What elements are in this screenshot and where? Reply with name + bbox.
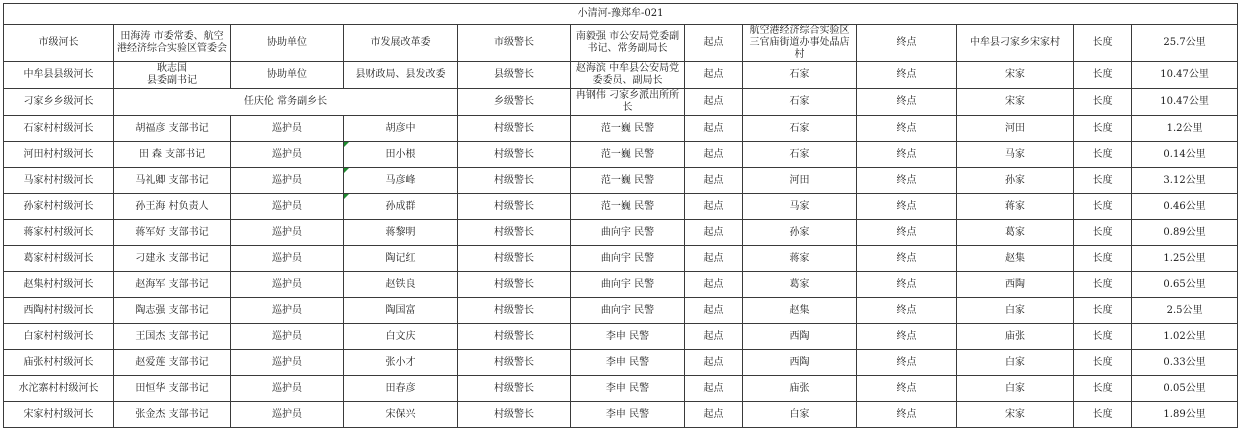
cell-end: 宋家 [957,89,1074,116]
cell-assist-label: 巡护员 [231,246,344,272]
cell-end: 白家 [957,350,1074,376]
cell-chief: 田恒华 支部书记 [114,376,231,402]
table-row [4,324,1238,350]
cell-end-label: 终点 [857,142,957,168]
cell-end: 白家 [957,376,1074,402]
cell-start: 孙家 [743,220,857,246]
cell-police-name: 曲向宇 民警 [571,220,685,246]
cell-end: 中牟县刁家乡宋家村 [957,25,1074,62]
cell-start-label: 起点 [685,89,743,116]
cell-length: 1.89公里 [1132,402,1238,428]
cell-police-name: 曲向宇 民警 [571,298,685,324]
cell-length: 10.47公里 [1132,89,1238,116]
cell-length: 0.05公里 [1132,376,1238,402]
cell-start: 赵集 [743,298,857,324]
cell-start-label: 起点 [685,376,743,402]
cell-length-label: 长度 [1074,298,1132,324]
cell-police-name: 范一巍 民警 [571,168,685,194]
cell-start: 西陶 [743,350,857,376]
river-chief-table [3,3,1238,428]
cell-patroller: 田春彦 [344,376,458,402]
cell-start: 庙张 [743,376,857,402]
cell-length-label: 长度 [1074,402,1132,428]
cell-assist-label: 巡护员 [231,324,344,350]
table-row [4,142,1238,168]
cell-assist-label: 协助单位 [231,25,344,62]
table-row [4,116,1238,142]
cell-level: 孙家村村级河长 [4,194,114,220]
cell-chief: 赵爱莲 支部书记 [114,350,231,376]
cell-patroller: 张小才 [344,350,458,376]
cell-end-label: 终点 [857,272,957,298]
cell-end: 庙张 [957,324,1074,350]
cell-end-label: 终点 [857,62,957,89]
cell-patroller: 孙成群 [344,194,458,220]
table-row [4,89,1238,116]
cell-level: 蒋家村村级河长 [4,220,114,246]
cell-length: 3.12公里 [1132,168,1238,194]
cell-start: 石家 [743,142,857,168]
cell-chief: 刁建永 支部书记 [114,246,231,272]
cell-end: 西陶 [957,272,1074,298]
table-row [4,376,1238,402]
cell-end-label: 终点 [857,89,957,116]
cell-start: 西陶 [743,324,857,350]
cell-end: 宋家 [957,402,1074,428]
cell-police-name: 曲向宇 民警 [571,246,685,272]
cell-police-level: 村级警长 [458,220,571,246]
cell-level: 葛家村村级河长 [4,246,114,272]
cell-end-label: 终点 [857,25,957,62]
cell-assist-label: 巡护员 [231,194,344,220]
cell-chief: 蒋军好 支部书记 [114,220,231,246]
cell-length-label: 长度 [1074,272,1132,298]
cell-police-level: 村级警长 [458,298,571,324]
cell-start-label: 起点 [685,324,743,350]
cell-length: 0.65公里 [1132,272,1238,298]
cell-chief: 马礼卿 支部书记 [114,168,231,194]
cell-police-level: 村级警长 [458,376,571,402]
cell-police-name: 赵海滨 中牟县公安局党委委员、副局长 [571,62,685,89]
cell-start: 蒋家 [743,246,857,272]
cell-level: 河田村村级河长 [4,142,114,168]
cell-assist-label: 巡护员 [231,142,344,168]
cell-chief: 张金杰 支部书记 [114,402,231,428]
cell-police-level: 县级警长 [458,62,571,89]
cell-police-level: 村级警长 [458,194,571,220]
cell-start-label: 起点 [685,350,743,376]
cell-end-label: 终点 [857,194,957,220]
cell-patroller: 陶记红 [344,246,458,272]
cell-end: 马家 [957,142,1074,168]
cell-start-label: 起点 [685,142,743,168]
cell-police-name: 李申 民警 [571,402,685,428]
cell-start-label: 起点 [685,168,743,194]
cell-chief: 孙王海 村负责人 [114,194,231,220]
cell-police-name: 李申 民警 [571,376,685,402]
cell-level: 宋家村村级河长 [4,402,114,428]
cell-assist-label: 巡护员 [231,168,344,194]
cell-length: 0.14公里 [1132,142,1238,168]
cell-level: 西陶村村级河长 [4,298,114,324]
cell-level: 刁家乡乡级河长 [4,89,114,116]
cell-start-label: 起点 [685,298,743,324]
cell-start: 航空港经济综合实验区三官庙街道办事处晶店村 [743,25,857,62]
cell-patroller: 宋保兴 [344,402,458,428]
cell-police-level: 市级警长 [458,25,571,62]
cell-police-name: 范一巍 民警 [571,116,685,142]
cell-police-level: 村级警长 [458,142,571,168]
cell-level: 赵集村村级河长 [4,272,114,298]
cell-length: 2.5公里 [1132,298,1238,324]
cell-end-label: 终点 [857,220,957,246]
cell-police-level: 村级警长 [458,350,571,376]
cell-police-level: 村级警长 [458,272,571,298]
cell-assist-label: 巡护员 [231,350,344,376]
cell-end-label: 终点 [857,168,957,194]
cell-level: 白家村村级河长 [4,324,114,350]
cell-patroller: 陶国富 [344,298,458,324]
cell-police-level: 村级警长 [458,402,571,428]
cell-start-label: 起点 [685,246,743,272]
cell-police-name: 范一巍 民警 [571,142,685,168]
cell-patroller: 马彦峰 [344,168,458,194]
cell-length: 25.7公里 [1132,25,1238,62]
cell-start-label: 起点 [685,116,743,142]
cell-chief: 田海涛 市委常委、航空港经济综合实验区管委会 [114,25,231,62]
cell-assist-label: 巡护员 [231,220,344,246]
cell-length: 0.33公里 [1132,350,1238,376]
cell-patroller: 赵铁良 [344,272,458,298]
table-row [4,272,1238,298]
cell-length: 10.47公里 [1132,62,1238,89]
cell-level: 市级河长 [4,25,114,62]
cell-chief: 陶志强 支部书记 [114,298,231,324]
cell-police-name: 南毅强 市公安局党委副书记、常务副局长 [571,25,685,62]
cell-length-label: 长度 [1074,194,1132,220]
cell-start: 河田 [743,168,857,194]
cell-start: 马家 [743,194,857,220]
cell-level: 水沱寨村村级河长 [4,376,114,402]
cell-start: 石家 [743,62,857,89]
cell-police-name: 冉钢伟 刁家乡派出所所长 [571,89,685,116]
cell-length: 0.46公里 [1132,194,1238,220]
cell-length-label: 长度 [1074,350,1132,376]
cell-length: 0.89公里 [1132,220,1238,246]
cell-end-label: 终点 [857,298,957,324]
cell-length-label: 长度 [1074,89,1132,116]
cell-level: 中牟县县级河长 [4,62,114,89]
cell-end: 葛家 [957,220,1074,246]
cell-start: 石家 [743,116,857,142]
cell-length-label: 长度 [1074,25,1132,62]
cell-end-label: 终点 [857,376,957,402]
cell-assist-unit: 县财政局、县发改委 [344,62,458,89]
cell-level: 马家村村级河长 [4,168,114,194]
table-title: 小清河-豫郑牟-021 [4,4,1238,25]
cell-end: 赵集 [957,246,1074,272]
cell-length-label: 长度 [1074,142,1132,168]
cell-chief: 任庆伦 常务副乡长 [114,89,458,116]
cell-police-name: 李申 民警 [571,350,685,376]
cell-chief: 胡福彦 支部书记 [114,116,231,142]
cell-end-label: 终点 [857,246,957,272]
table-row [4,350,1238,376]
cell-end-label: 终点 [857,350,957,376]
cell-start-label: 起点 [685,25,743,62]
cell-assist-unit: 市发展改革委 [344,25,458,62]
cell-level: 石家村村级河长 [4,116,114,142]
table-row [4,402,1238,428]
cell-assist-label: 巡护员 [231,376,344,402]
cell-police-name: 李申 民警 [571,324,685,350]
cell-level: 庙张村村级河长 [4,350,114,376]
cell-patroller: 田小根 [344,142,458,168]
table-row [4,168,1238,194]
cell-length-label: 长度 [1074,168,1132,194]
cell-length-label: 长度 [1074,246,1132,272]
cell-start-label: 起点 [685,220,743,246]
cell-police-level: 村级警长 [458,168,571,194]
cell-length-label: 长度 [1074,62,1132,89]
cell-police-level: 村级警长 [458,324,571,350]
cell-chief: 赵海军 支部书记 [114,272,231,298]
cell-end: 蒋家 [957,194,1074,220]
cell-assist-label: 协助单位 [231,62,344,89]
cell-police-name: 范一巍 民警 [571,194,685,220]
cell-start-label: 起点 [685,272,743,298]
cell-length: 1.25公里 [1132,246,1238,272]
cell-start-label: 起点 [685,194,743,220]
table-row [4,62,1238,89]
cell-assist-label: 巡护员 [231,402,344,428]
cell-police-level: 乡级警长 [458,89,571,116]
cell-patroller: 白文庆 [344,324,458,350]
cell-chief: 王国杰 支部书记 [114,324,231,350]
cell-length-label: 长度 [1074,220,1132,246]
cell-assist-label: 巡护员 [231,272,344,298]
cell-end: 河田 [957,116,1074,142]
cell-end: 宋家 [957,62,1074,89]
cell-end: 白家 [957,298,1074,324]
cell-start: 葛家 [743,272,857,298]
table-row [4,25,1238,62]
table-row [4,194,1238,220]
cell-start: 石家 [743,89,857,116]
cell-start: 白家 [743,402,857,428]
table-row [4,298,1238,324]
cell-patroller: 胡彦中 [344,116,458,142]
cell-chief: 耿志国 县委副书记 [114,62,231,89]
cell-police-level: 村级警长 [458,246,571,272]
cell-length-label: 长度 [1074,324,1132,350]
cell-patroller: 蒋黎明 [344,220,458,246]
cell-end-label: 终点 [857,324,957,350]
cell-length-label: 长度 [1074,116,1132,142]
cell-length: 1.02公里 [1132,324,1238,350]
cell-start-label: 起点 [685,402,743,428]
table-row [4,220,1238,246]
cell-length: 1.2公里 [1132,116,1238,142]
cell-assist-label: 巡护员 [231,298,344,324]
cell-chief: 田 森 支部书记 [114,142,231,168]
cell-police-level: 村级警长 [458,116,571,142]
cell-end-label: 终点 [857,402,957,428]
cell-police-name: 曲向宇 民警 [571,272,685,298]
cell-assist-label: 巡护员 [231,116,344,142]
table-row [4,246,1238,272]
cell-length-label: 长度 [1074,376,1132,402]
cell-end-label: 终点 [857,116,957,142]
cell-end: 孙家 [957,168,1074,194]
cell-start-label: 起点 [685,62,743,89]
